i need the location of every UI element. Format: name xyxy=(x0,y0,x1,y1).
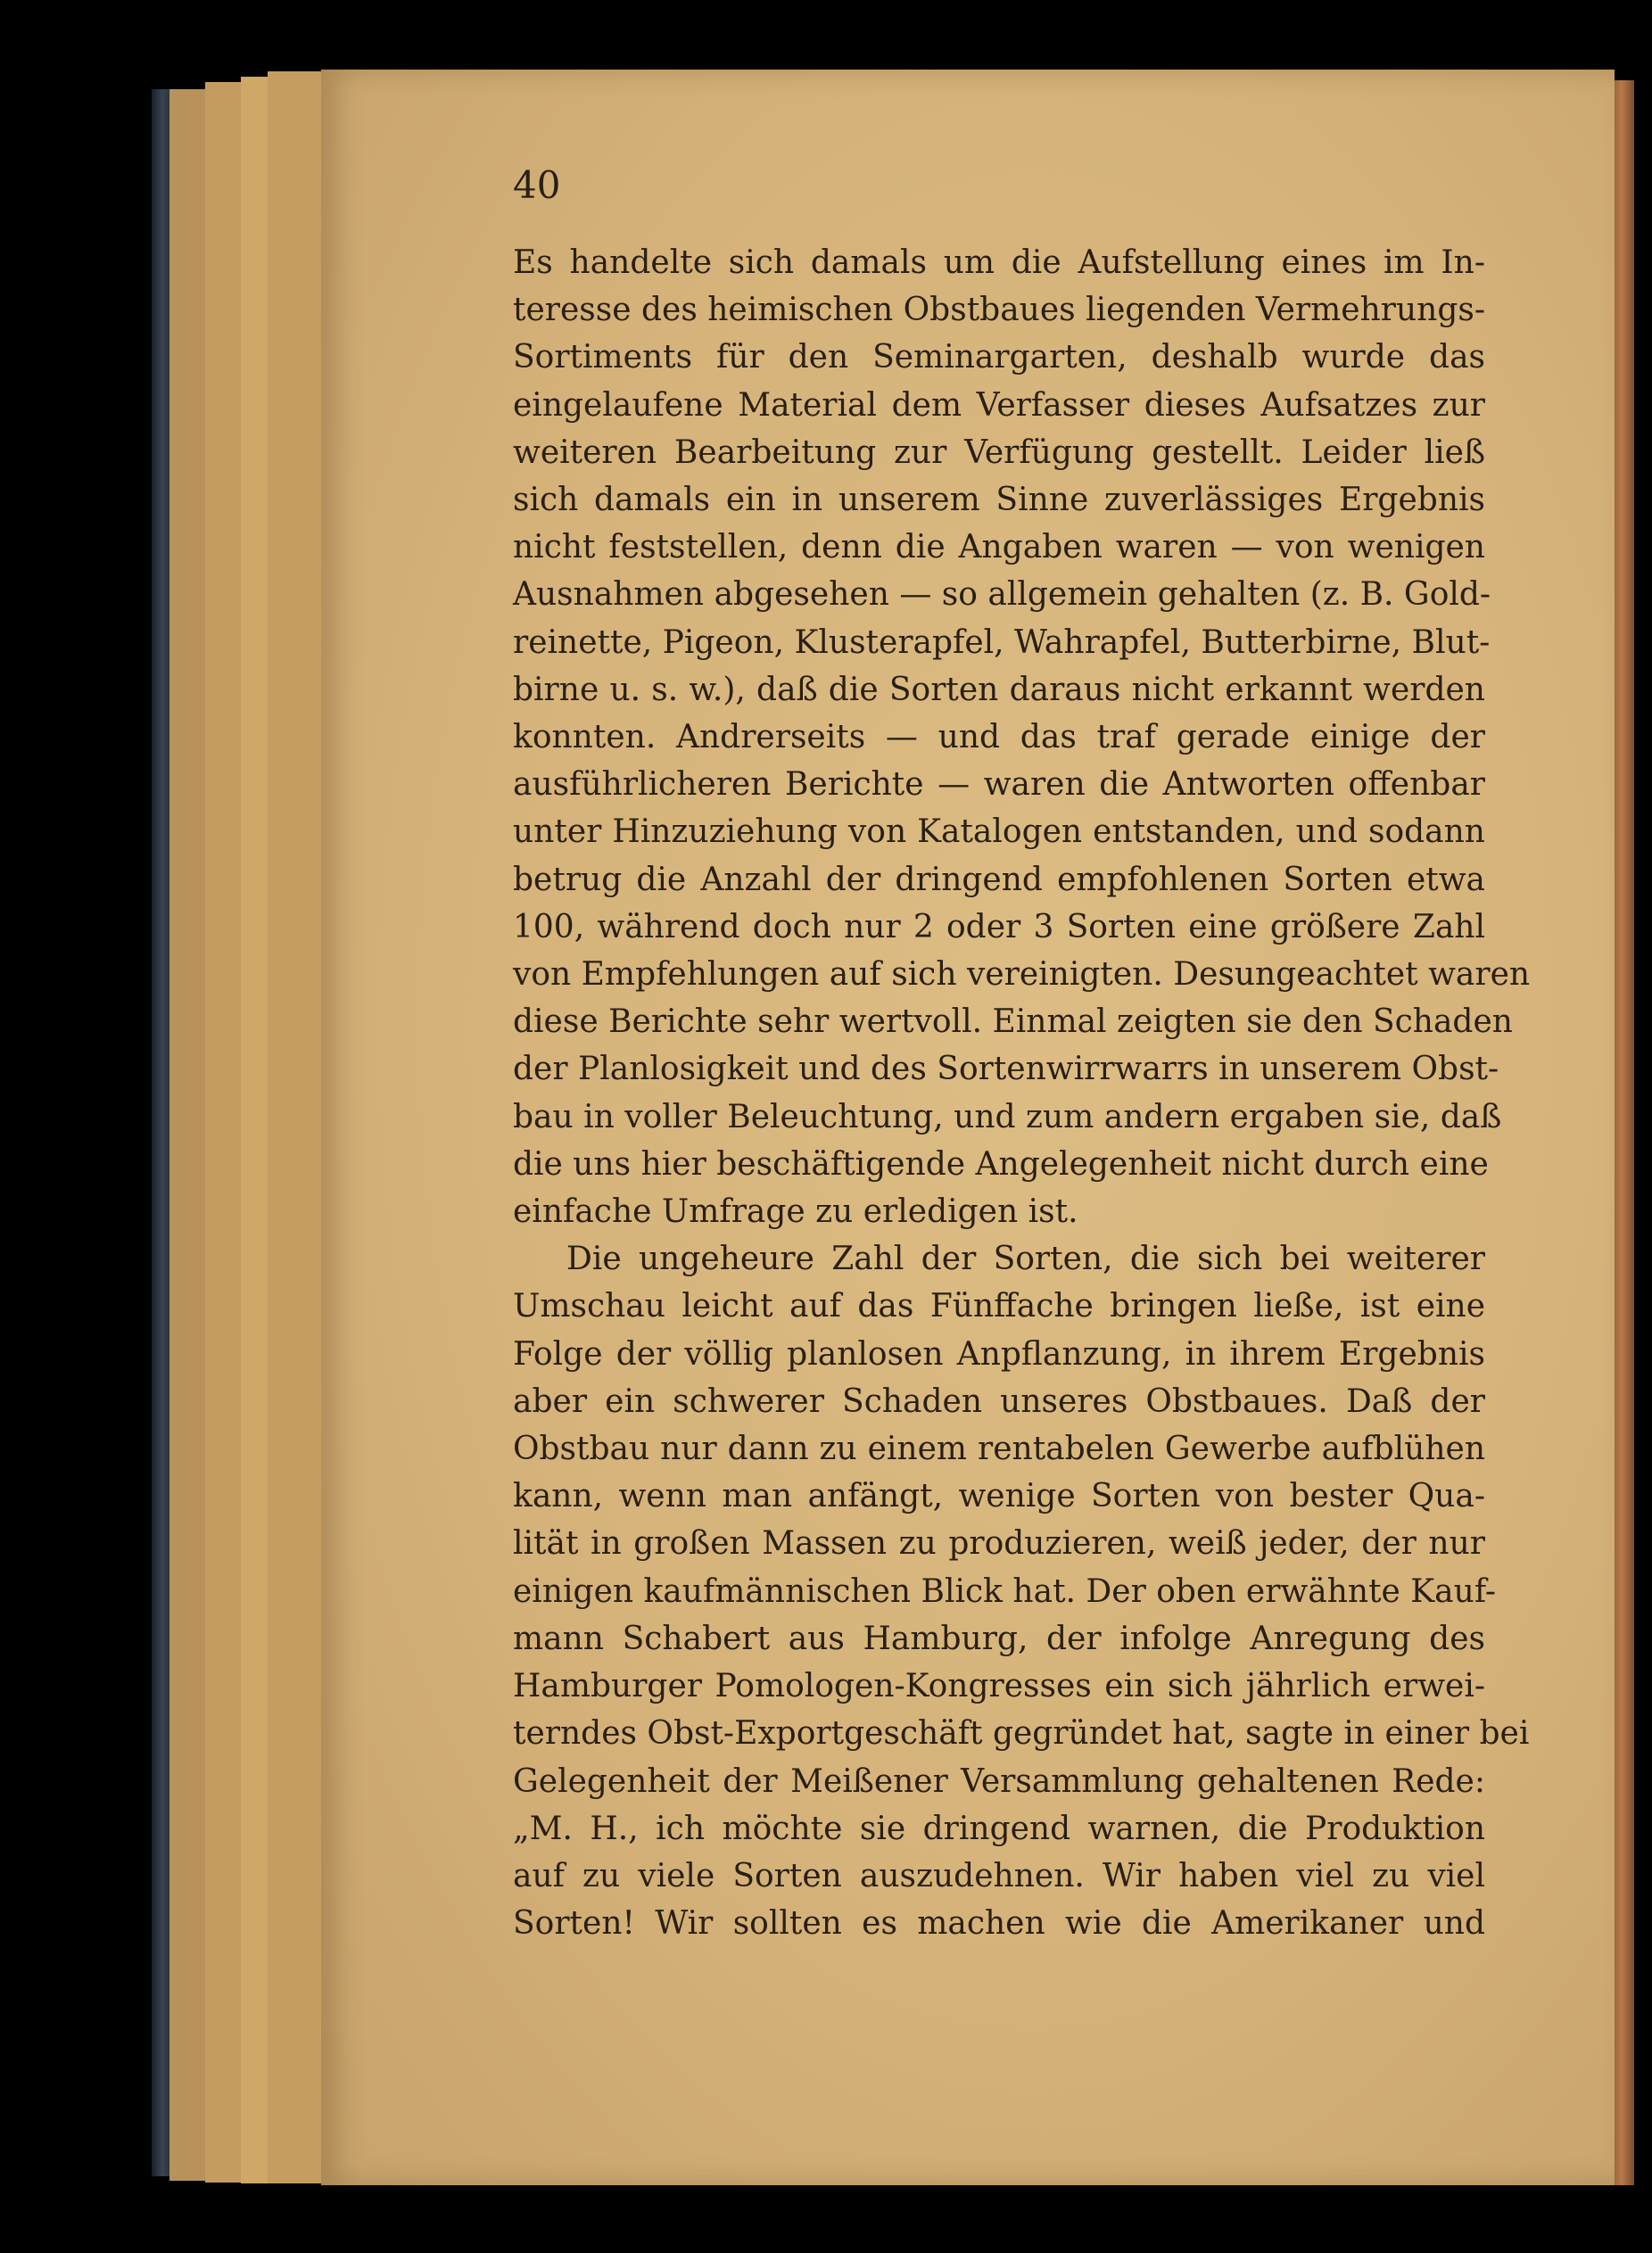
text-line: Hamburger Pomologen-Kongresses ein sich jährlich erwei- xyxy=(513,1668,1485,1705)
text-line: der Planlosigkeit und des Sortenwirrwarrs in unserem Obst- xyxy=(513,1051,1499,1088)
text-line: bau in voller Beleuchtung, und zum andern ergaben sie, daß xyxy=(513,1098,1502,1135)
text-line: „M. H., ich möchte sie dringend warnen, die Produktion xyxy=(513,1810,1485,1847)
text-line: Umschau leicht auf das Fünffache bringen ließe, ist eine xyxy=(513,1288,1485,1325)
text-line: aber ein schwerer Schaden unseres Obstbaues. Daß der xyxy=(513,1382,1485,1420)
text-line: lität in großen Massen zu produzieren, weiß jeder, der nur xyxy=(513,1525,1485,1563)
text-line: auf zu viele Sorten auszudehnen. Wir haben viel zu viel xyxy=(513,1857,1485,1894)
body-text xyxy=(513,239,1531,1947)
text-line: weiteren Bearbeitung zur Verfügung gestellt. Leider ließ xyxy=(513,433,1485,471)
text-line: einigen kaufmännischen Blick hat. Der oben erwähnte Kauf- xyxy=(513,1572,1497,1610)
text-line: Ausnahmen abgesehen — so allgemein gehalten (z. B. Gold- xyxy=(513,576,1491,614)
text-line: ausführlicheren Berichte — waren die Antworten offenbar xyxy=(513,766,1485,804)
text-line: Folge der völlig planlosen Anpflanzung, in ihrem Ergebnis xyxy=(513,1335,1485,1373)
paragraph xyxy=(513,239,1531,1235)
text-line: diese Berichte sehr wertvoll. Einmal zeigten sie den Schaden xyxy=(513,1003,1513,1041)
text-line: terndes Obst-Exportgeschäft gegründet hat, sagte in einer bei xyxy=(513,1715,1530,1753)
text-line: nicht feststellen, denn die Angaben waren — von wenigen xyxy=(513,529,1485,566)
text-line: sich damals ein in unserem Sinne zuverlässiges Ergebnis xyxy=(513,482,1485,519)
text-line: Es handelte sich damals um die Aufstellung eines im In- xyxy=(513,244,1485,281)
text-line: mann Schabert aus Hamburg, der infolge Anregung des xyxy=(513,1620,1485,1657)
text-line: eingelaufene Material dem Verfasser dieses Aufsatzes zur xyxy=(513,386,1485,424)
text-line: 100, während doch nur 2 oder 3 Sorten eine größere Zahl xyxy=(513,908,1485,945)
page-number: 40 xyxy=(513,163,561,207)
text-line: birne u. s. w.), daß die Sorten daraus nicht erkannt werden xyxy=(513,671,1485,708)
text-line: Sorten! Wir sollten es machen wie die Amerikaner und xyxy=(513,1905,1485,1943)
text-line: Sortiments für den Seminargarten, deshalb wurde das xyxy=(513,339,1485,376)
text-line: die uns hier beschäftigende Angelegenheit nicht durch eine xyxy=(513,1145,1489,1183)
book-page xyxy=(321,70,1615,2185)
text-line: betrug die Anzahl der dringend empfohlenen Sorten etwa xyxy=(513,861,1485,898)
text-line: einfache Umfrage zu erledigen ist. xyxy=(513,1193,1078,1231)
text-line: kann, wenn man anfängt, wenige Sorten von bester Qua- xyxy=(513,1478,1485,1515)
paragraph xyxy=(513,1235,1530,1947)
text-line: von Empfehlungen auf sich vereinigten. Desungeachtet waren xyxy=(513,956,1531,994)
text-line: Obstbau nur dann zu einem rentabelen Gewerbe aufblühen xyxy=(513,1431,1485,1468)
text-line: Die ungeheure Zahl der Sorten, die sich bei weiterer xyxy=(566,1241,1485,1278)
text-line: konnten. Andrerseits — und das traf gerade einige der xyxy=(513,719,1485,756)
text-line: teresse des heimischen Obstbaues liegenden Vermehrungs- xyxy=(513,292,1486,329)
text-line: Gelegenheit der Meißener Versammlung gehaltenen Rede: xyxy=(513,1762,1485,1800)
page-edge xyxy=(268,71,322,2183)
text-line: reinette, Pigeon, Klusterapfel, Wahrapfel, Butterbirne, Blut- xyxy=(513,623,1491,661)
text-line: unter Hinzuziehung von Katalogen entstanden, und sodann xyxy=(513,813,1485,851)
